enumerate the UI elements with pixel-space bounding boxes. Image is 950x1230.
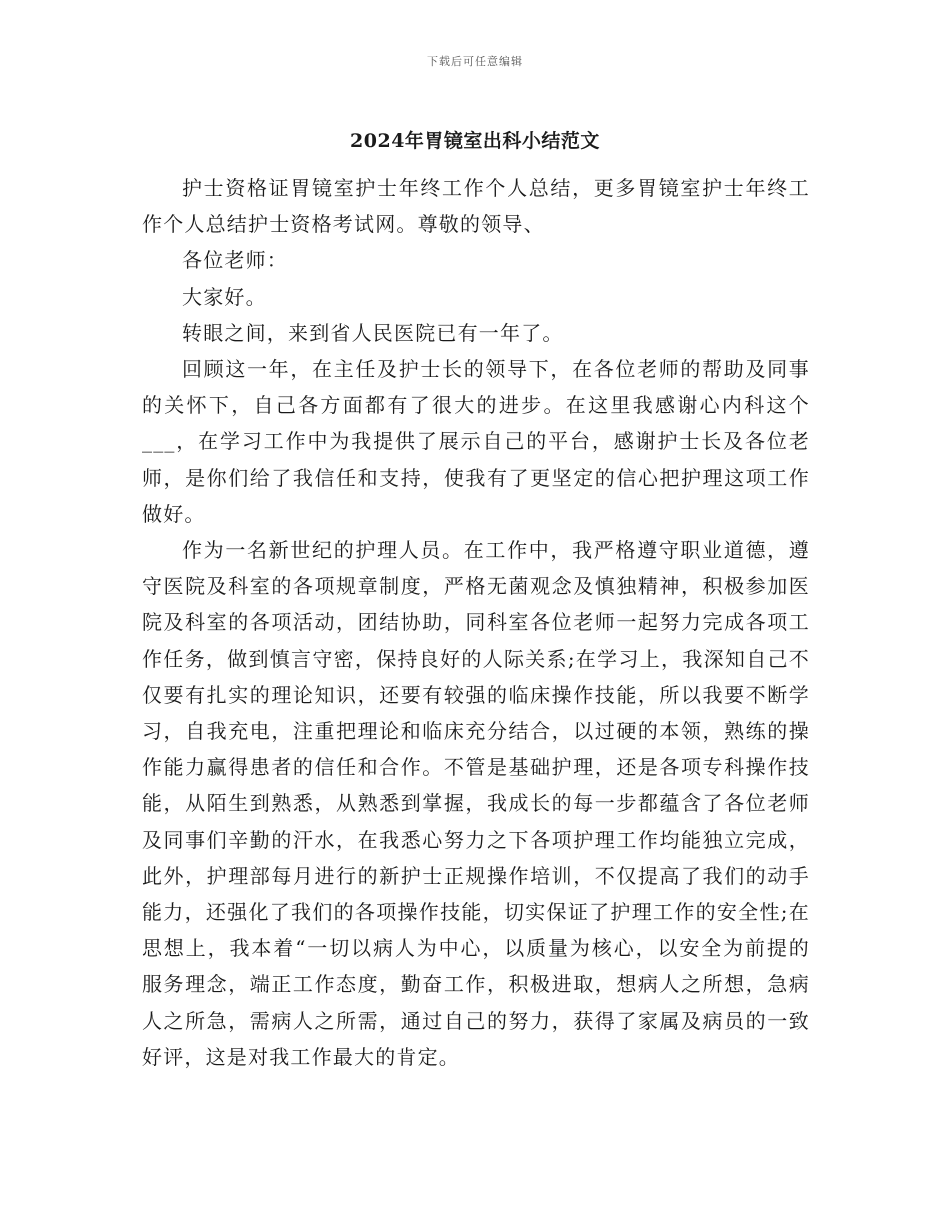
paragraph-review: 回顾这一年，在主任及护士长的领导下，在各位老师的帮助及同事的关怀下，自己各方面都有了很大的进步。在这里我感谢心内科这个___，在学习工作中为我提供了展示自己的平台，感谢护士长及各位老师，是你们给了我信任和支持，使我有了更坚定的信心把护理这项工作做好。 (142, 357, 810, 526)
paragraph-salutation: 各位老师： (182, 248, 288, 273)
paragraph-opening: 转眼之间，来到省人民医院已有一年了。 (182, 320, 564, 345)
paragraph-work-study: 作为一名新世纪的护理人员。在工作中，我严格遵守职业道德，遵守医院及科室的各项规章制度，严格无菌观念及慎独精神，积极参加医院及科室的各项活动，团结协助，同科室各位老师一起努力完成各项工作任务，做到慎言守密，保持良好的人际关系;在学习上，我深知自己不仅要有扎实的理论知识，还要有较强的临床操作技能，所以我要不断学习，自我充电，注重把理论和临床充分结合，以过硬的本领，熟练的操作能力赢得患者的信任和合作。不管是基础护理，还是各项专科操作技能，从陌生到熟悉，从熟悉到掌握，我成长的每一步都蕴含了各位老师及同事们辛勤的汗水，在我悉心努力之下各项护理工作均能独立完成，此外，护理部每月进行的新护士正规操作培训，不仅提高了我们的动手能力，还强化了我们的各项操作技能，切实保证了护理工作的安全性;在思想上，我本着“一切以病人为中心，以质量为核心，以安全为前提的服务理念，端正工作态度，勤奋工作，积极进取，想病人之所想，急病人之所急，需病人之所需，通过自己的努力，获得了家属及病员的一致好评，这是对我工作最大的肯定。 (142, 538, 810, 1069)
paragraph-greeting: 大家好。 (182, 284, 267, 309)
document-title: 2024年胃镜室出科小结范文 (350, 130, 600, 152)
page-header-note: 下载后可任意编辑 (427, 55, 523, 68)
paragraph-intro: 护士资格证胃镜室护士年终工作个人总结，更多胃镜室护士年终工作个人总结护士资格考试网。尊敬的领导、 (142, 176, 810, 237)
document-body (142, 170, 810, 1075)
